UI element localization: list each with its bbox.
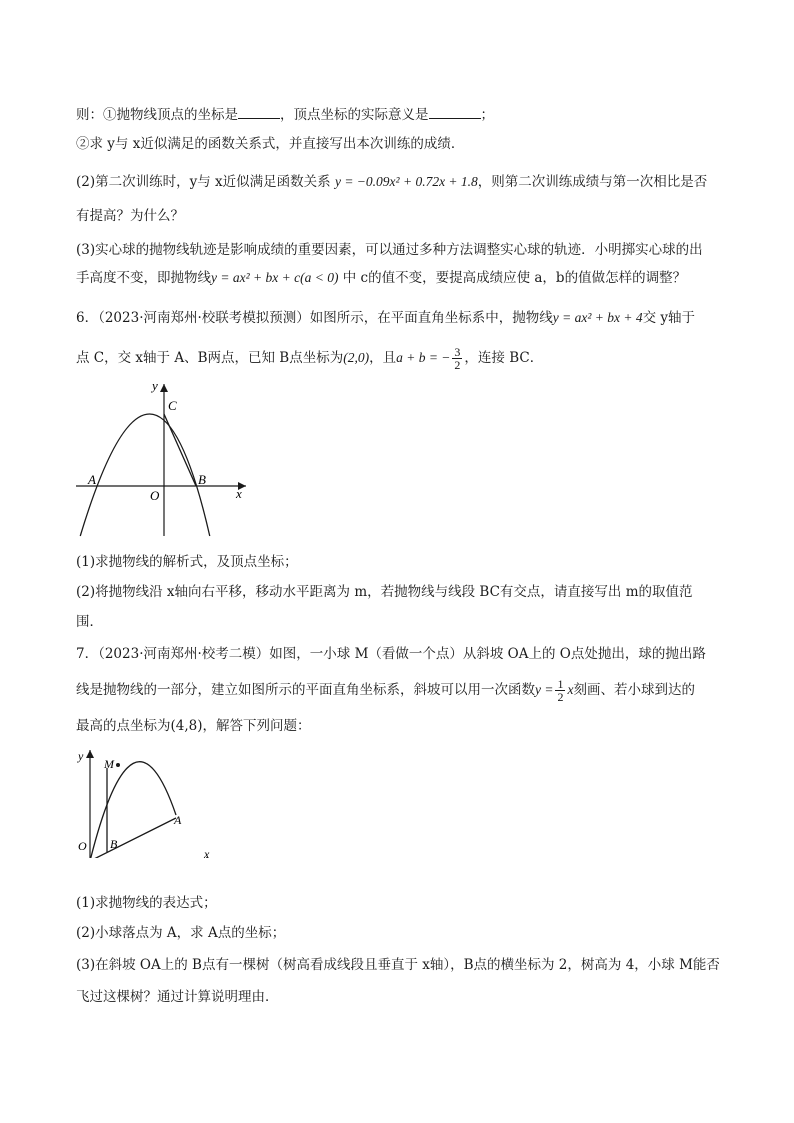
label-c: C [168,398,177,413]
label-x: x [236,486,242,501]
label-o: O [150,488,160,503]
formula: y = ax² + bx + c(a < 0) [211,270,339,285]
q7-sub3-cont: 飞过这棵树？通过计算说明理由． [76,989,279,1005]
q5-vertex-question: 则：①抛物线顶点的坐标是 ，顶点坐标的实际意义是 ； [76,104,494,125]
q5-function-question: ②求 y与 x近似满足的函数关系式，并直接写出本次训练的成绩． [76,136,465,152]
answer-blank[interactable] [238,104,280,119]
q7-sub1: (1)求抛物线的表达式； [76,895,217,911]
q5-part2: (2)第二次训练时，y与 x近似满足函数关系 y = −0.09x² + 0.72x + 1.8，则第二次训练成绩与第一次相比是否 [76,174,708,190]
label-o: O [78,839,87,853]
y-axis-arrow [86,750,94,758]
fraction: $\frac{3}{2}$ [454,345,461,372]
q5-part3-cont: 手高度不变，即抛物线y = ax² + bx + c(a < 0) 中 c的值不变，要提高成绩应使 a，b的值做怎样的调整？ [76,270,687,286]
q7-stem-cont2: 最高的点坐标为(4,8)，解答下列问题： [76,718,311,734]
q5-part2-cont: 有提高？为什么？ [76,208,184,224]
q6-sub2-cont: 围． [76,614,103,630]
q5-part3: (3)实心球的抛物线轨迹是影响成绩的重要因素，可以通过多种方法调整实心球的轨迹．小明掷实心球的出 [76,242,703,258]
q6-stem-cont: 点 C，交 x轴于 A、B两点，已知 B点坐标为(2,0)，且a + b = − $\frac{3}{2}$ ，连接 BC． [76,345,544,372]
label-y: y [78,749,84,763]
answer-blank[interactable] [429,104,481,119]
q7-figure [70,748,220,858]
segment-bc [164,414,196,486]
label-x: x [204,847,210,858]
fraction: $\frac{1}{2}$ [557,677,564,704]
q6-stem: 6．（2023·河南郑州·校联考模拟预测）如图所示，在平面直角坐标系中，抛物线y = ax² + bx + 4交 y轴于 [76,310,696,326]
label-m: M [104,757,114,771]
formula: y = ax² + bx + 4 [552,310,643,325]
q7-stem: 7．（2023·河南郑州·校考二模）如图，一小球 M（看做一个点）从斜坡 OA上的 O点处抛出，球的抛出路 [76,646,706,662]
label-y: y [152,378,158,393]
q7-stem-cont: 线是抛物线的一部分，建立如图所示的平面直角坐标系，斜坡可以用一次函数y = $\frac{1}{2}$ x刻画、若小球到达的 [76,677,695,704]
ball-m [116,763,120,767]
formula: y = −0.09x² + 0.72x + 1.8 [334,174,478,189]
q6-figure [68,378,258,538]
label-b: B [198,472,206,487]
parabola [90,762,176,858]
slope-oa [90,818,176,858]
y-axis-arrow [160,384,168,392]
parabola [80,414,210,536]
q7-sub2: (2)小球落点为 A，求 A点的坐标； [76,925,286,941]
label-a: A [174,813,182,827]
q7-sub3: (3)在斜坡 OA上的 B点有一棵树（树高看成线段且垂直于 x轴），B点的横坐标为 2，树高为 4，小球 M能否 [76,957,720,973]
q6-sub1: (1)求抛物线的解析式，及顶点坐标； [76,554,298,570]
label-b: B [110,837,118,851]
q6-sub2: (2)将抛物线沿 x轴向右平移，移动水平距离为 m，若抛物线与线段 BC有交点，请直接写出 m的取值范 [76,584,693,600]
label-a: A [88,472,96,487]
